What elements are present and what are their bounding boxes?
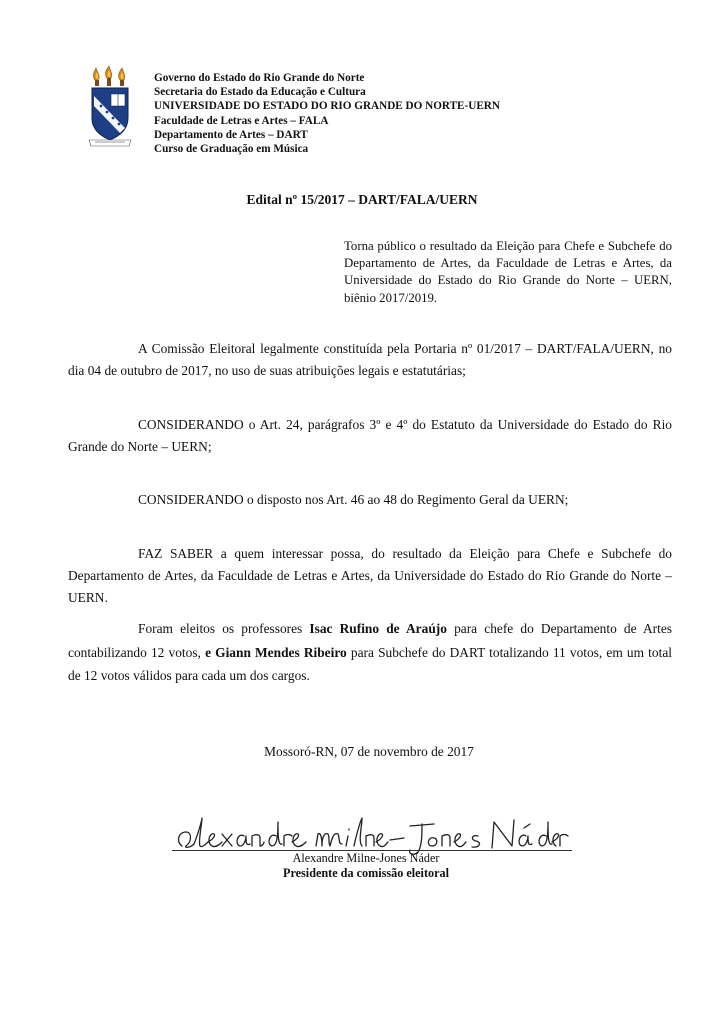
paragraph-considering-regiment: CONSIDERANDO o disposto nos Art. 46 ao 48 do Regimento Geral da UERN; [138, 492, 569, 507]
paragraph-results [68, 617, 672, 688]
place-and-date [0, 744, 724, 760]
paragraph-considering-statute: CONSIDERANDO o Art. 24, parágrafos 3º e 4º do Estatuto da Universidade do Estado do Rio Grande do Norte – UERN; [68, 417, 672, 454]
document-summary: Torna público o resultado da Eleição para Chefe e Subchefe do Departamento de Artes, da Faculdade de Letras e Artes, da Universidade do Estado do Rio Grande do Norte – UERN, biênio 2017/2019. [344, 239, 672, 305]
elected-chief-name: Isac Rufino de Araújo [309, 621, 447, 636]
elected-deputy-name: e Giann Mendes Ribeiro [205, 644, 347, 660]
signer-role-text: Presidente da comissão eleitoral [283, 866, 449, 880]
paragraph-commission: A Comissão Eleitoral legalmente constituída pela Portaria nº 01/2017 – DART/FALA/UERN, no dia 04 de outubro de 2017, no uso de suas atribuições legais e estatutárias; [68, 341, 672, 378]
institution-header [154, 71, 634, 156]
header-line-university: UNIVERSIDADE DO ESTADO DO RIO GRANDE DO NORTE-UERN [154, 100, 500, 113]
header-line-faculty: Faculdade de Letras e Artes – FALA [154, 114, 329, 127]
results-text-2: para chefe do Departamento de Artes contabilizando 12 votos, [68, 621, 672, 660]
signer-role [0, 866, 724, 881]
header-line-secretariat: Secretaria do Estado da Educação e Cultura [154, 86, 366, 99]
signer-name [0, 851, 724, 866]
paragraph-announcement: FAZ SABER a quem interessar possa, do resultado da Eleição para Chefe e Subchefe do Departamento de Artes, da Faculdade de Letras e Artes, da Universidade do Estado do Rio Grande do Norte – UERN. [68, 546, 672, 605]
header-line-department: Departamento de Artes – DART [154, 128, 308, 141]
place-date-text: Mossoró-RN, 07 de novembro de 2017 [264, 744, 474, 759]
document-title: Edital nº 15/2017 – DART/FALA/UERN [246, 192, 478, 207]
university-crest-icon [87, 66, 133, 150]
results-text-3: para Subchefe do DART totalizando 11 votos, em um total de 12 votos válidos para cada um dos cargos. [68, 644, 672, 683]
header-line-course: Curso de Graduação em Música [154, 143, 309, 156]
signer-name-text: Alexandre Milne-Jones Náder [292, 851, 440, 865]
header-line-government: Governo do Estado do Rio Grande do Norte [154, 72, 365, 84]
results-text-1: Foram eleitos os professores [138, 621, 310, 636]
